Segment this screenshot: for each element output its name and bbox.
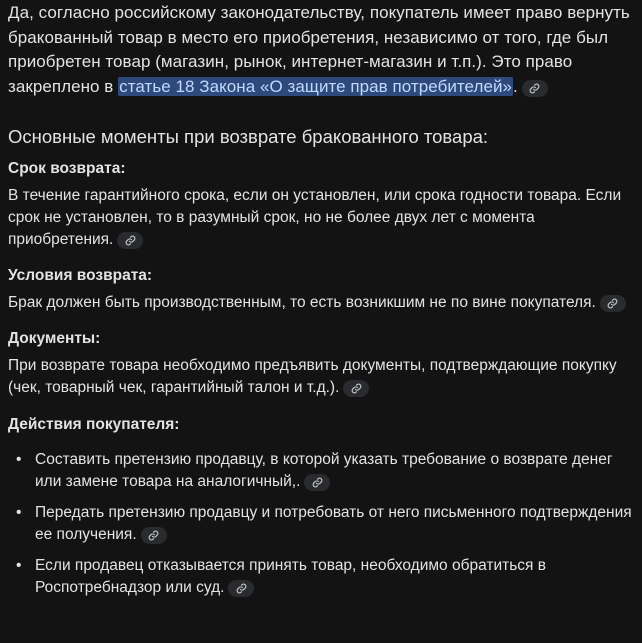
section-text bbox=[8, 185, 638, 251]
source-link-chip[interactable] bbox=[304, 474, 330, 491]
section-text-content: Брак должен быть производственным, то есть возникшим не по вине покупателя. bbox=[8, 294, 596, 311]
list-item bbox=[8, 555, 638, 599]
section-title: Документы: bbox=[8, 330, 101, 347]
link-icon bbox=[148, 530, 159, 541]
section-return-conditions bbox=[8, 265, 638, 314]
link-icon bbox=[312, 477, 323, 488]
source-link-chip[interactable] bbox=[600, 295, 626, 312]
section-title: Срок возврата: bbox=[8, 160, 126, 177]
section-return-period bbox=[8, 158, 638, 251]
bullet-icon: • bbox=[16, 557, 22, 574]
link-icon bbox=[125, 235, 136, 246]
section-documents bbox=[8, 328, 638, 399]
bullet-icon: • bbox=[16, 451, 22, 468]
bullet-icon: • bbox=[16, 504, 22, 521]
source-link-chip[interactable] bbox=[343, 380, 369, 397]
list-item bbox=[8, 449, 638, 493]
section-text-content: При возврате товара необходимо предъявить документы, подтверждающие покупку (чек, товарный чек, гарантийный талон и т.д.). bbox=[8, 357, 617, 396]
list-item-text: Составить претензию продавцу, в которой указать требование о возврате денег или замене товара на аналогичный,. bbox=[35, 451, 613, 490]
source-link-chip[interactable] bbox=[141, 527, 167, 544]
link-icon bbox=[236, 583, 247, 594]
link-icon bbox=[529, 83, 540, 94]
section-text bbox=[8, 292, 638, 314]
list-item bbox=[8, 502, 638, 546]
source-link-chip[interactable] bbox=[522, 80, 548, 97]
law-link[interactable]: статье 18 Закона «О защите прав потребителей» bbox=[119, 76, 513, 96]
link-icon bbox=[351, 383, 362, 394]
intro-text: Да, согласно российскому законодательству, покупатель имеет право вернуть бракованный товар в место его приобретения, независимо от того, где был приобретен товар (магазин, рынок, интернет-магазин и т.п.). Это право закреплено в bbox=[8, 3, 630, 96]
section-text bbox=[8, 355, 638, 399]
list-item-text: Передать претензию продавцу и потребовать от него письменного подтверждения ее получения. bbox=[35, 504, 632, 543]
intro-after-link: . bbox=[513, 76, 518, 96]
section-text-content: В течение гарантийного срока, если он установлен, или срока годности товара. Если срок не установлен, то в разумный срок, но не более двух лет с момента приобретения. bbox=[8, 187, 622, 248]
list-item-text: Если продавец отказывается принять товар, необходимо обратиться в Роспотребнадзор или суд. bbox=[35, 557, 546, 596]
actions-list bbox=[8, 449, 638, 599]
main-heading: Основные моменты при возврате бракованного товара: bbox=[8, 126, 489, 147]
link-icon bbox=[607, 298, 618, 309]
intro-paragraph bbox=[8, 1, 638, 99]
source-link-chip[interactable] bbox=[228, 580, 254, 597]
section-title: Условия возврата: bbox=[8, 267, 153, 284]
source-link-chip[interactable] bbox=[117, 232, 143, 249]
section-title: Действия покупателя: bbox=[8, 416, 180, 433]
section-buyer-actions bbox=[8, 414, 638, 599]
